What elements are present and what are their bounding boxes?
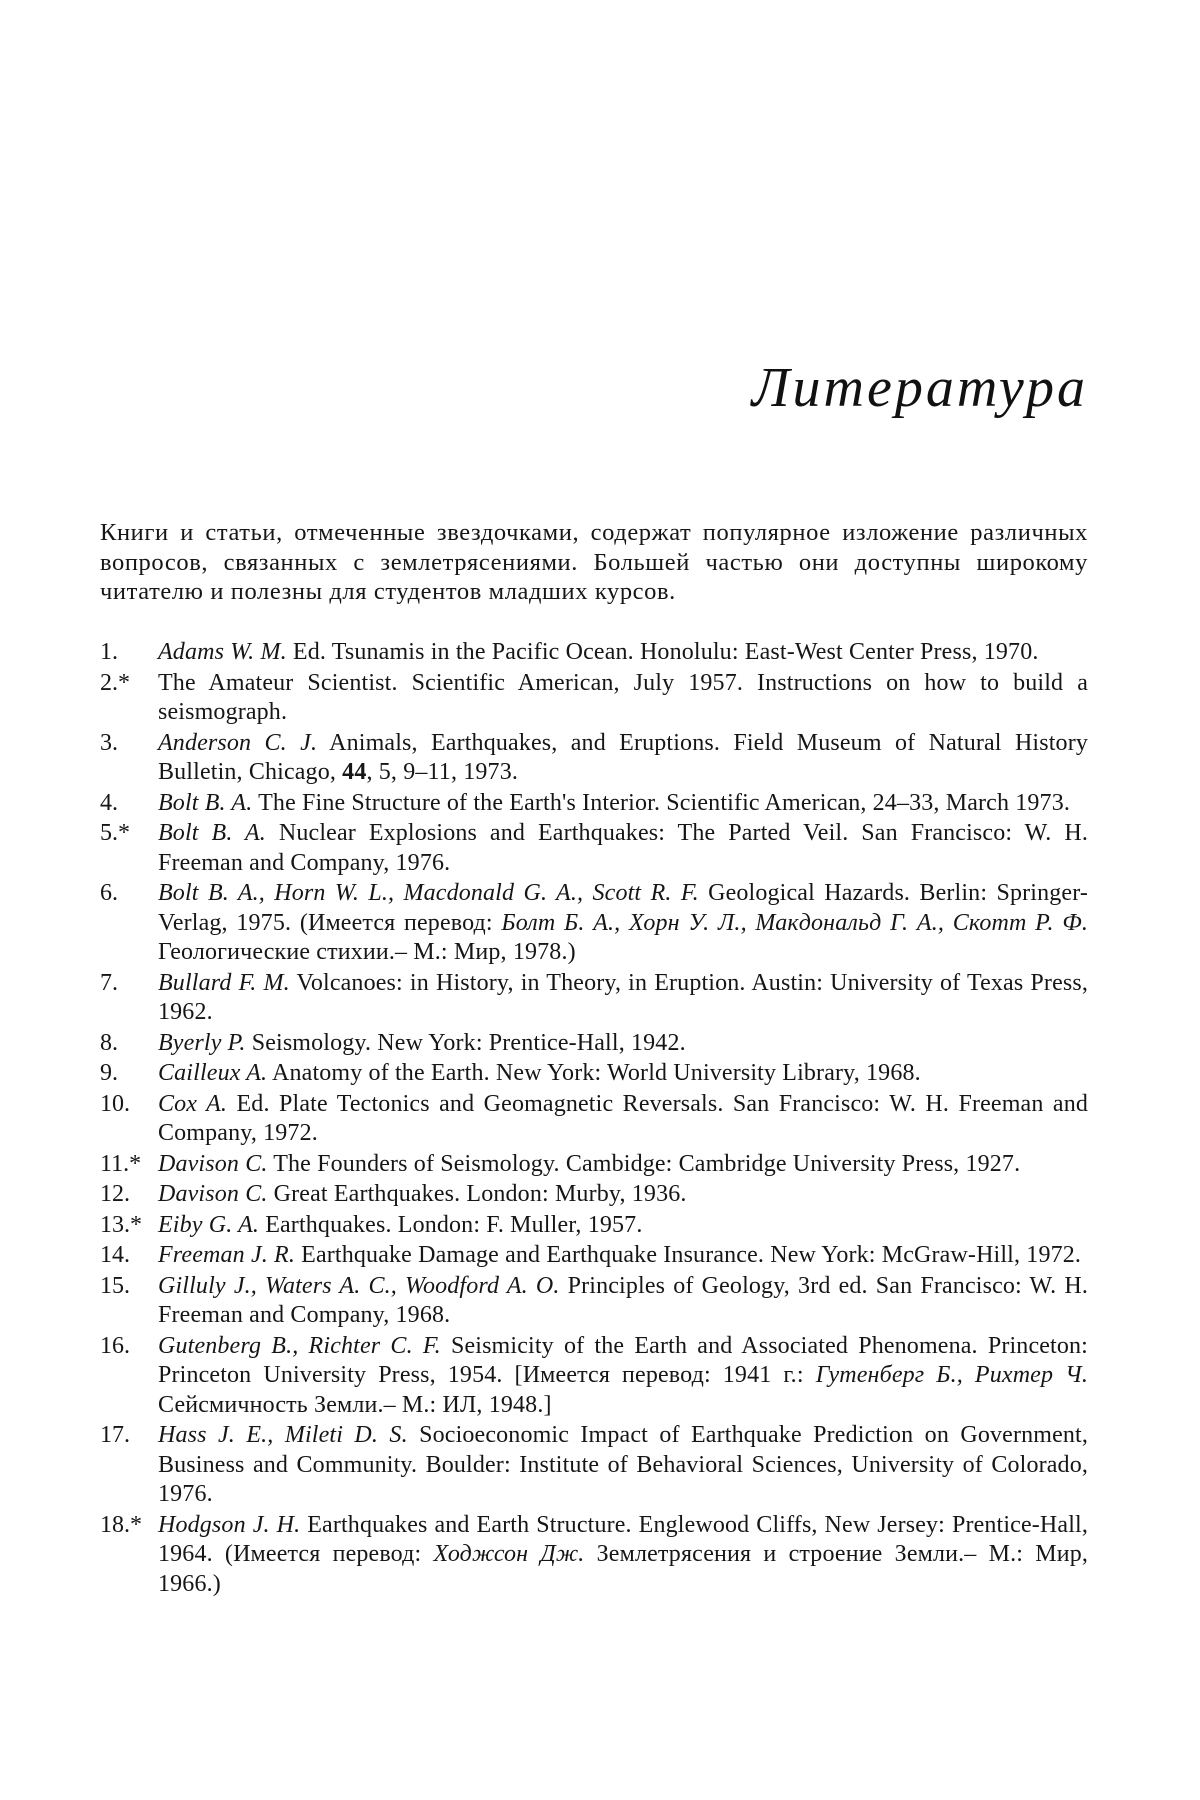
reference-number: 7. — [100, 969, 118, 996]
reference-item — [100, 1029, 1088, 1059]
reference-number: 6. — [100, 880, 118, 906]
reference-item — [100, 1332, 1088, 1421]
reference-body: The Amateur Scientist. Scientific American, July 1957. Instructions on how to build a seismograph. — [158, 669, 1088, 725]
reference-authors: Freeman J. R. — [158, 1242, 296, 1268]
reference-list — [100, 638, 1088, 1600]
reference-text — [158, 1332, 1088, 1421]
reference-body: Nuclear Explosions and Earthquakes: The Parted Veil. San Francisco: W. H. Freeman and Company, 1976. — [158, 820, 1088, 876]
reference-body: The Fine Structure of the Earth's Interior. Scientific American, 24–33, March 1973. — [252, 789, 1070, 816]
reference-authors: Davison C. — [158, 1150, 268, 1177]
reference-item — [100, 669, 1088, 728]
reference-text — [158, 1272, 1088, 1331]
reference-authors: Gutenberg B., Richter C. F. — [158, 1332, 441, 1359]
reference-body: Great Earthquakes. London: Murby, 1936. — [267, 1181, 687, 1207]
reference-number: 4. — [100, 789, 118, 816]
reference-authors: Cox A. — [158, 1090, 228, 1117]
reference-number: 1. — [100, 639, 118, 665]
reference-text — [158, 1059, 1088, 1089]
reference-translation-authors: Гутенберг Б., Рихтер Ч. — [815, 1362, 1088, 1388]
reference-item — [100, 789, 1088, 819]
reference-item — [100, 1180, 1088, 1210]
reference-item — [100, 879, 1088, 968]
reference-translation-authors: Ходжсон Дж. — [433, 1541, 585, 1567]
reference-text — [158, 669, 1088, 728]
reference-item — [100, 1272, 1088, 1331]
reference-item — [100, 1150, 1088, 1180]
reference-number: 16. — [100, 1332, 130, 1359]
reference-number: 14. — [100, 1242, 130, 1268]
reference-body: Earthquake Damage and Earthquake Insurance. New York: McGraw-Hill, 1972. — [295, 1242, 1082, 1268]
reference-text — [158, 1421, 1088, 1510]
reference-text — [158, 1180, 1088, 1210]
reference-authors: Byerly P. — [158, 1029, 246, 1056]
reference-body-continued: Геологические стихии.– М.: Мир, 1978.) — [158, 939, 576, 965]
reference-number: 3. — [100, 729, 118, 756]
reference-authors: Bolt B. A. — [158, 820, 266, 846]
reference-text — [158, 1029, 1088, 1059]
reference-number: 5.* — [100, 820, 130, 846]
reference-body: Seismology. New York: Prentice-Hall, 1942. — [245, 1029, 686, 1056]
reference-authors: Hass J. E., Mileti D. S. — [158, 1422, 408, 1448]
reference-authors: Davison C. — [158, 1181, 268, 1207]
reference-text — [158, 1150, 1088, 1180]
reference-item — [100, 729, 1088, 788]
reference-item — [100, 638, 1088, 668]
reference-body-continued: Сейсмичность Земли.– М.: ИЛ, 1948.] — [158, 1391, 552, 1418]
reference-authors: Anderson C. J. — [158, 729, 318, 756]
reference-number: 8. — [100, 1029, 118, 1056]
reference-body: Ed. Tsunamis in the Pacific Ocean. Honolulu: East-West Center Press, 1970. — [286, 639, 1039, 665]
reference-item — [100, 1059, 1088, 1089]
reference-authors: Eiby G. A. — [158, 1211, 260, 1238]
reference-volume: 44 — [342, 759, 367, 785]
reference-translation-authors: Болт Б. А., Хорн У. Л., Макдональд Г. А., Скотт Р. Ф. — [501, 909, 1088, 936]
reference-item — [100, 1241, 1088, 1271]
reference-body: Seismicity of the Earth and Associated Phenomena. Princeton: Princeton University Press, 1954. [Имеется перевод: 1941 г.: — [158, 1332, 1088, 1388]
reference-body: Principles of Geology, 3rd ed. San Francisco: W. H. Freeman and Company, 1968. — [158, 1272, 1089, 1328]
reference-body: Anatomy of the Earth. New York: World University Library, 1968. — [267, 1060, 921, 1086]
reference-authors: Hodgson J. H. — [158, 1511, 301, 1538]
reference-number: 15. — [100, 1272, 130, 1299]
reference-number: 10. — [100, 1090, 130, 1117]
reference-body: The Founders of Seismology. Cambidge: Cambridge University Press, 1927. — [267, 1150, 1021, 1177]
reference-body: Earthquakes. London: F. Muller, 1957. — [259, 1211, 643, 1238]
reference-number: 12. — [100, 1181, 130, 1207]
reference-item — [100, 1211, 1088, 1241]
reference-item — [100, 1511, 1088, 1600]
reference-body: Earthquakes and Earth Structure. Englewood Cliffs, New Jersey: Prentice-Hall, 1964. (Имеется перевод: — [158, 1511, 1088, 1567]
reference-text — [158, 969, 1088, 1028]
reference-text — [158, 1211, 1088, 1241]
reference-text — [158, 1511, 1088, 1600]
reference-text — [158, 638, 1088, 668]
reference-text — [158, 1090, 1088, 1149]
reference-body: Ed. Plate Tectonics and Geomagnetic Reversals. San Francisco: W. H. Freeman and Company, 1972. — [158, 1090, 1088, 1146]
reference-authors: Gilluly J., Waters A. C., Woodford A. O. — [158, 1272, 560, 1299]
intro-paragraph: Книги и статьи, отмеченные звездочками, содержат популярное изложение различных вопросов, связанных с землетрясениями. Большей частью они доступны широкому читателю и полезны для студентов младших курсов. — [100, 519, 1088, 605]
reference-item — [100, 1421, 1088, 1510]
reference-authors: Adams W. M. — [158, 639, 287, 665]
reference-text — [158, 1241, 1088, 1271]
reference-body: Socioeconomic Impact of Earthquake Prediction on Government, Business and Community. Boulder: Institute of Behavioral Sciences, University of Colorado, 1976. — [158, 1422, 1088, 1507]
reference-authors: Bolt B. A. — [158, 789, 253, 816]
reference-body: Volcanoes: in History, in Theory, in Eruption. Austin: University of Texas Press, 1962. — [158, 969, 1088, 1025]
reference-text — [158, 819, 1088, 878]
reference-body: Animals, Earthquakes, and Eruptions. Field Museum of Natural History Bulletin, Chicago, — [158, 729, 1088, 785]
reference-item — [100, 1090, 1088, 1149]
reference-number: 9. — [100, 1060, 118, 1086]
reference-item — [100, 969, 1088, 1028]
reference-body-continued: Землетрясения и строение Земли.– М.: Мир, 1966.) — [158, 1541, 1088, 1597]
reference-body: Geological Hazards. Berlin: Springer-Verlag, 1975. (Имеется перевод: — [158, 880, 1088, 936]
reference-authors: Bullard F. M. — [158, 969, 290, 996]
reference-number: 13.* — [100, 1211, 142, 1238]
reference-item — [100, 819, 1088, 878]
page-title: Литература — [751, 357, 1088, 419]
reference-text — [158, 789, 1088, 819]
reference-authors: Cailleux A. — [158, 1060, 268, 1086]
reference-body-continued: , 5, 9–11, 1973. — [366, 759, 518, 785]
reference-number: 17. — [100, 1422, 130, 1448]
reference-authors: Bolt B. A., Horn W. L., Macdonald G. A., Scott R. F. — [158, 880, 699, 906]
reference-text — [158, 879, 1088, 968]
reference-text — [158, 729, 1088, 788]
reference-number: 18.* — [100, 1511, 142, 1538]
reference-number: 2.* — [100, 669, 130, 696]
reference-number: 11.* — [100, 1150, 142, 1177]
